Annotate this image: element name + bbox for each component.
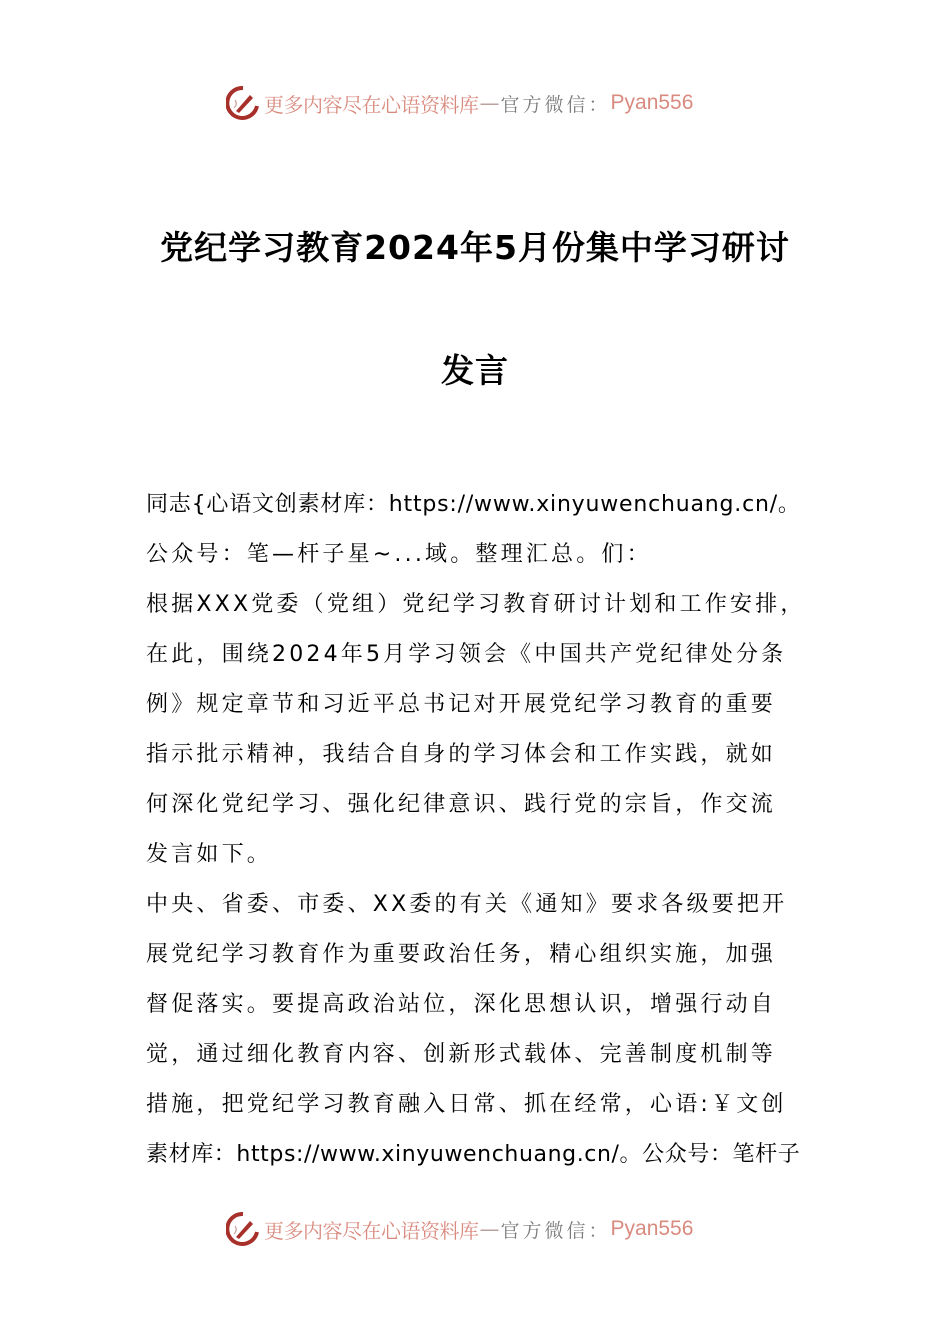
body-line: 中央、省委、市委、XX委的有关《通知》要求各级要把开 [146,892,788,917]
body-line: 同志{心语文创素材库：https://www.xinyuwenchuang.cn/。 [146,492,801,517]
body-line: 在此，围绕2024年5月学习领会《中国共产党纪律处分条 [146,642,787,667]
body-line: 指示批示精神，我结合自身的学习体会和工作实践，就如 [146,742,777,767]
body-line: 觉，通过细化教育内容、创新形式载体、完善制度机制等 [146,1042,777,1067]
body-line: 何深化党纪学习、强化纪律意识、践行党的宗旨，作交流 [146,792,777,817]
body-line: 发言如下。 [146,842,273,867]
body-line: 措施，把党纪学习教育融入日常、抓在经常，心语:￥文创 [146,1092,787,1117]
quill-pen-logo-icon [226,1212,260,1246]
body-line: 督促落实。要提高政治站位，深化思想认识，增强行动自 [146,992,777,1017]
body-line: 根据XXX党委（党组）党纪学习教育研讨计划和工作安排， [146,592,806,617]
document-body [146,480,808,1180]
body-line: 公众号：笔—杆子星~...域。整理汇总。们： [146,542,652,567]
banner-wechat-id: Pyan556 [610,1217,694,1240]
header-watermark-banner [226,85,726,121]
banner-text-wechat: 官方微信： [500,93,611,116]
banner-text-main: 更多内容尽在心语资料库 [264,1218,479,1243]
banner-text-wechat: 官方微信： [500,1219,611,1242]
banner-dash: — [479,91,500,115]
body-line: 素材库：https://www.xinyuwenchuang.cn/。公众号：笔杆子 [146,1142,801,1167]
quill-pen-logo-icon [226,86,260,120]
body-line: 展党纪学习教育作为重要政治任务，精心组织实施，加强 [146,942,777,967]
banner-dash: — [479,1217,500,1241]
document-title-line2: 发言 [441,351,509,390]
banner-text-main: 更多内容尽在心语资料库 [264,92,479,117]
banner-wechat-id: Pyan556 [610,91,694,114]
body-line: 例》规定章节和习近平总书记对开展党纪学习教育的重要 [146,692,777,717]
document-title-line1: 党纪学习教育2024年5月份集中学习研讨 [160,228,790,267]
footer-watermark-banner [226,1211,726,1247]
